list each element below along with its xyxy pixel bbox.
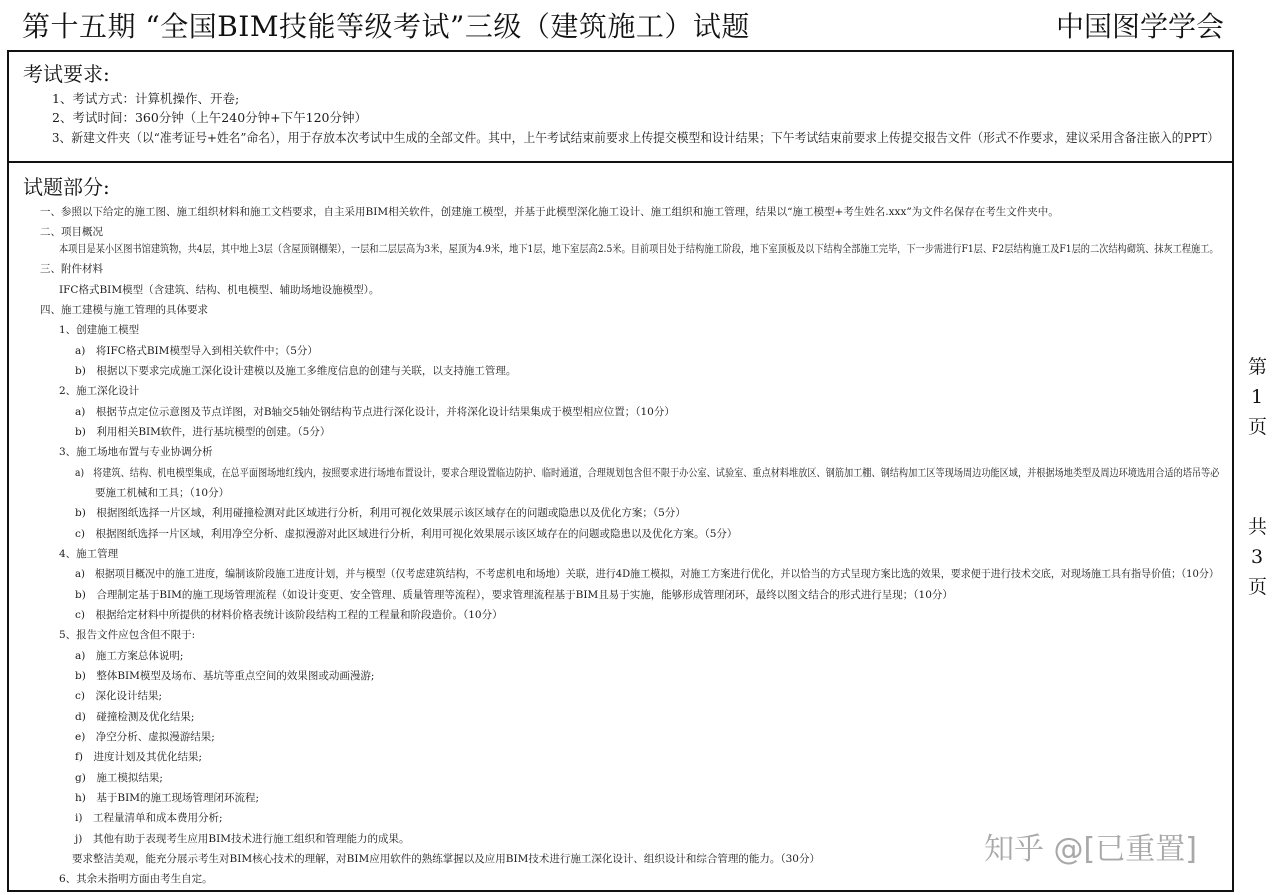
question-line: a) 施工方案总体说明;	[75, 650, 184, 662]
zhihu-watermark: 知乎 @[已重置]	[984, 832, 1197, 867]
question-line: 6、其余未指明方面由考生自定。	[59, 873, 213, 885]
page-total-char: 页	[1248, 576, 1268, 598]
question-line: a) 将IFC格式BIM模型导入到相关软件中；（5分）	[75, 345, 318, 357]
question-line: 2、施工深化设计	[59, 385, 140, 397]
page-total-char: 共	[1248, 516, 1268, 538]
question-line: 本项目是某小区图书馆建筑物，共4层，其中地上3层（含屋顶钢棚架），一层和二层层高为3米，屋顶为4.9米，地下1层，地下室层高2.5米。目前项目处于结构施工阶段，地下室顶板及以下结构全部施工完毕，下一步需进行F1层、F2层结构施工及F1层的二次结构砌筑、抹灰工程施工。	[59, 243, 1219, 255]
question-line: 一、参照以下给定的施工图、施工组织材料和施工文档要求，自主采用BIM相关软件，创建施工模型，并基于此模型深化施工设计、施工组织和施工管理，结果以“施工模型+考生姓名.xxx”为文件名保存在考生文件夹中。	[40, 206, 1059, 218]
question-line: b) 根据以下要求完成施工深化设计建模以及施工多维度信息的创建与关联，以支持施工管理。	[75, 365, 517, 377]
question-line: b) 利用相关BIM软件，进行基坑模型的创建。（5分）	[75, 426, 331, 438]
page-total-char: 3	[1250, 546, 1264, 568]
requirement-item: 1、考试方式：计算机操作、开卷;	[52, 91, 240, 106]
question-line: 1、创建施工模型	[59, 324, 140, 336]
page-number-char: 1	[1250, 386, 1264, 408]
exam-sheet	[7, 50, 1234, 892]
question-line: 二、项目概况	[40, 226, 103, 238]
question-line: b) 合理制定基于BIM的施工现场管理流程（如设计变更、安全管理、质量管理等流程），要求管理流程基于BIM且易于实施，能够形成管理闭环，最终以图文结合的形式进行呈现；（10分）	[75, 589, 953, 601]
page-number-char: 页	[1248, 416, 1268, 438]
question-line: i) 工程量清单和成本费用分析;	[75, 812, 223, 824]
question-line: c) 深化设计结果;	[75, 690, 163, 702]
question-line: g) 施工模拟结果;	[75, 772, 163, 784]
requirement-item: 3、新建文件夹（以“准考证号+姓名”命名），用于存放本次考试中生成的全部文件。其中，上午考试结束前要求上传提交模型和设计结果；下午考试结束前要求上传提交报告文件（形式不作要求，建议采用含备注嵌入的PPT）	[52, 130, 1220, 145]
question-line: 要施工机械和工具；（10分）	[95, 487, 230, 499]
question-line: 三、附件材料	[40, 263, 103, 275]
organization-name: 中国图学学会	[1055, 10, 1224, 43]
question-line: IFC格式BIM模型（含建筑、结构、机电模型、辅助场地设施模型）。	[59, 284, 380, 296]
question-line: e) 净空分析、虚拟漫游结果;	[75, 731, 215, 743]
question-line: a) 根据项目概况中的施工进度，编制该阶段施工进度计划，并与模型（仅考虑建筑结构，不考虑机电和场地）关联，进行4D施工模拟，对施工方案进行优化，并以恰当的方式呈现方案比选的效果，要求便于进行技术交底，对现场施工具有指导价值；（10分）	[75, 568, 1219, 580]
requirements-section	[9, 52, 1232, 163]
requirement-item: 2、考试时间：360分钟（上午240分钟+下午120分钟）	[52, 110, 368, 125]
question-line: j) 其他有助于表现考生应用BIM技术进行施工组织和管理能力的成果。	[75, 833, 410, 845]
question-line: 四、施工建模与施工管理的具体要求	[40, 304, 208, 316]
requirements-heading: 考试要求:	[23, 62, 110, 86]
question-line: a) 根据节点定位示意图及节点详图，对B轴交5轴处钢结构节点进行深化设计，并将深化设计结果集成于模型相应位置；（10分）	[75, 406, 675, 418]
question-line: d) 碰撞检测及优化结果;	[75, 711, 195, 723]
question-line: 5、报告文件应包含但不限于:	[59, 629, 196, 641]
question-line: h) 基于BIM的施工现场管理闭环流程;	[75, 792, 260, 804]
question-line: c) 根据给定材料中所提供的材料价格表统计该阶段结构工程的工程量和阶段造价。（10分）	[75, 609, 503, 621]
page-number-char: 第	[1248, 356, 1268, 378]
question-line: 要求整洁美观，能充分展示考生对BIM核心技术的理解，对BIM应用软件的熟练掌握以及应用BIM技术进行施工深化设计、组织设计和综合管理的能力。（30分）	[72, 853, 820, 865]
exam-title: 第十五期 “全国BIM技能等级考试”三级（建筑施工）试题	[22, 10, 750, 43]
question-line: b) 根据图纸选择一片区域，利用碰撞检测对此区域进行分析，利用可视化效果展示该区域存在的问题或隐患以及优化方案；（5分）	[75, 507, 686, 519]
question-line: 3、施工场地布置与专业协调分析	[59, 446, 213, 458]
question-line: 4、施工管理	[59, 548, 119, 560]
question-line: c) 根据图纸选择一片区域，利用净空分析、虚拟漫游对此区域进行分析，利用可视化效果展示该区域存在的问题或隐患以及优化方案。（5分）	[75, 528, 738, 540]
question-line: b) 整体BIM模型及场布、基坑等重点空间的效果图或动画漫游;	[75, 670, 375, 682]
questions-heading: 试题部分:	[23, 175, 110, 199]
question-line: a) 将建筑、结构、机电模型集成，在总平面图场地红线内，按照要求进行场地布置设计，要求合理设置临边防护、临时通道，合理规划包含但不限于办公室、试验室、重点材料堆放区、钢筋加工棚、钢结构加工区等现场周边功能区域，并根据场地类型及周边环境选用合适的塔吊等必	[75, 467, 1220, 479]
question-line: f) 进度计划及其优化结果;	[75, 751, 203, 763]
